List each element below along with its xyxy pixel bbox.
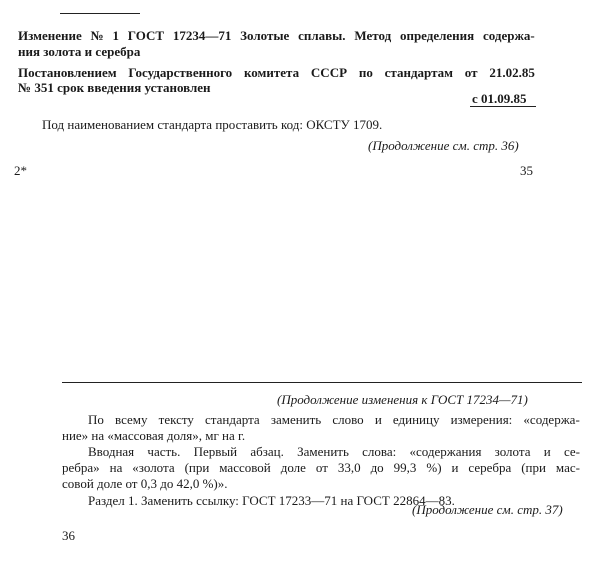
para1-line1: По всему тексту стандарта заменить слово и единицу измерения: «содержа- — [88, 412, 580, 427]
continued-note-top: (Продолжение см. стр. 36) — [368, 138, 519, 153]
effective-date-underline — [470, 106, 536, 107]
para2-line2: ребра» на «золота (при массовой доле от 33,0 до 99,3 %) и серебра (при мас- — [62, 460, 580, 475]
code-instruction: Под наименованием стандарта проставить код: ОКСТУ 1709. — [42, 117, 383, 132]
page-number-36: 36 — [62, 528, 75, 543]
section-rule — [62, 382, 582, 383]
para3: Раздел 1. Заменить ссылку: ГОСТ 17233—71 на ГОСТ 22864—83. — [88, 493, 455, 508]
decree-line1: Постановлением Государственного комитета СССР по стандартам от 21.02.85 — [18, 65, 535, 80]
para2-line3: совой доле от 0,3 до 42,0 %)». — [62, 476, 228, 491]
decree-line2: № 351 срок введения установлен — [18, 80, 211, 95]
change-title-line1: Изменение № 1 ГОСТ 17234—71 Золотые сплавы. Метод определения содержа- — [18, 28, 535, 43]
footer-left-mark: 2* — [14, 163, 27, 178]
para1-line2: ние» на «массовая доля», мг на г. — [62, 428, 246, 443]
page-number-35: 35 — [520, 163, 533, 178]
continuation-heading: (Продолжение изменения к ГОСТ 17234—71) — [277, 392, 528, 407]
top-rule — [60, 13, 140, 14]
para2-line1: Вводная часть. Первый абзац. Заменить слова: «содержания золота и се- — [88, 444, 580, 459]
change-title-line2: ния золота и серебра — [18, 44, 141, 59]
effective-date: с 01.09.85 — [472, 91, 527, 106]
continued-note-bottom: (Продолжение см. стр. 37) — [412, 502, 563, 517]
